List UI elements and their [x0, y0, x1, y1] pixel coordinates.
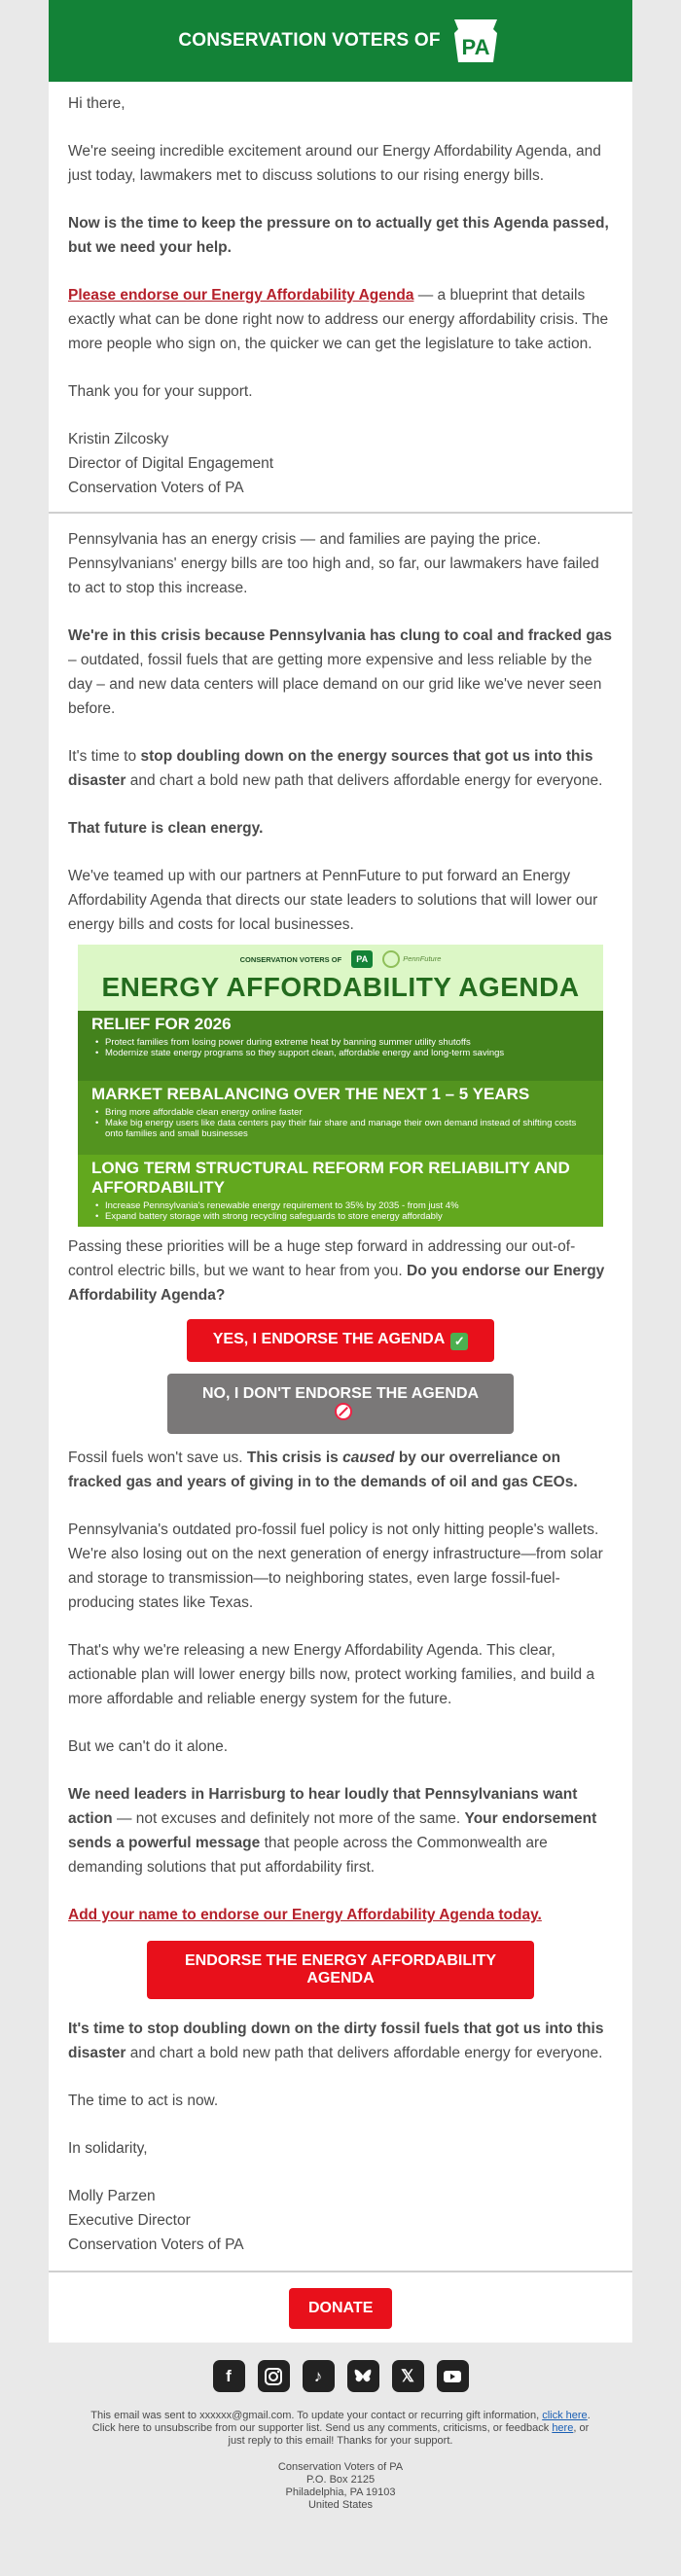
leaders-mid: — not excuses and definitely not more of the same.	[112, 1810, 465, 1827]
address-line: Philadelphia, PA 19103	[285, 2487, 396, 2498]
final-stop-paragraph	[68, 2017, 613, 2065]
footer-text-1: This email was sent to xxxxxx@gmail.com. To update your contact or recurring gift information,	[90, 2410, 543, 2421]
yes-endorse-button[interactable]	[187, 1319, 494, 1362]
intro-endorse-text: — a blueprint that details exactly what can be done right now to address our energy affordability crisis. The more people who sign on, the quicker we can get the legislature to take action.	[68, 287, 609, 352]
stop-text: and chart a bold new path that delivers affordable energy for everyone.	[125, 772, 603, 789]
signature-title: Director of Digital Engagement	[68, 455, 274, 472]
agenda-block-heading: RELIEF FOR 2026	[91, 1015, 232, 1033]
instagram-icon[interactable]	[258, 2360, 290, 2392]
signature-block-1	[68, 427, 613, 500]
brand-name: CONSERVATION VOTERS OF	[178, 30, 441, 51]
footer-notice	[49, 2410, 632, 2448]
thanks-line: Thank you for your support.	[68, 383, 253, 400]
agenda-item: • Protect families from losing power during extreme heat by banning summer utility shutoffs	[91, 1037, 593, 1048]
no-endorse-button[interactable]	[167, 1374, 514, 1434]
yes-endorse-label: YES, I ENDORSE THE AGENDA	[212, 1331, 446, 1347]
update-info-link[interactable]: click here	[542, 2410, 588, 2421]
ask-paragraph	[68, 1234, 613, 1307]
partner-paragraph: We've teamed up with our partners at PennFuture to put forward an Energy Affordability Agenda that directs our state leaders to solutions that will lower our energy bills and costs for local businesses.	[68, 868, 598, 933]
keystone-icon	[448, 18, 503, 64]
brand-logo[interactable]	[178, 18, 502, 64]
fossil-bold-a: This crisis is	[246, 1449, 343, 1466]
email-header	[49, 0, 632, 82]
fossil-paragraph	[68, 1446, 613, 1494]
no-endorse-label: NO, I DON'T ENDORSE THE AGENDA	[201, 1385, 480, 1402]
agenda-item: • Expand battery storage with strong recycling safeguards to store energy affordably	[91, 1211, 593, 1222]
fossil-bold-b: by our overreliance on fracked gas and years of giving in to the demands of oil and gas CEOs.	[68, 1449, 578, 1490]
stop-pre: It's time to	[68, 748, 141, 765]
endorse-button-row	[68, 1941, 613, 1999]
agenda-block-heading: LONG TERM STRUCTURAL REFORM FOR RELIABILITY AND AFFORDABILITY	[91, 1159, 570, 1197]
intro-urgent	[68, 211, 613, 260]
ask-question: Do you endorse our Energy Affordability Agenda?	[68, 1263, 605, 1304]
cause-bold: We're in this crisis because Pennsylvania has clung to coal and fracked gas	[68, 627, 613, 644]
agenda-block-heading: MARKET REBALANCING OVER THE NEXT 1 – 5 YEARS	[91, 1085, 530, 1103]
agenda-block-list	[91, 1200, 593, 1222]
donate-button[interactable]: DONATE	[289, 2288, 392, 2329]
pennfuture-icon	[382, 950, 400, 968]
agenda-logos	[78, 950, 603, 968]
agenda-block-list	[91, 1107, 593, 1139]
tiktok-icon[interactable]: ♪	[303, 2360, 335, 2392]
address-line: United States	[307, 2499, 374, 2511]
agenda-release-paragraph: That's why we're releasing a new Energy Affordability Agenda. This clear, actionable plan will lower energy bills now, protect working families, and build a more affordable and reliable energy system for the future.	[68, 1642, 595, 1707]
intro-paragraph: We're seeing incredible excitement around our Energy Affordability Agenda, and just today, lawmakers met to discuss solutions to our rising energy bills.	[68, 143, 601, 184]
agenda-item: • Increase Pennsylvania's renewable energy requirement to 35% by 2035 - from just 4%	[91, 1200, 593, 1211]
cause-paragraph	[68, 624, 613, 721]
agenda-logo-pennfuture	[382, 950, 441, 968]
add-name-link[interactable]: Add your name to endorse our Energy Affordability Agenda today.	[68, 1907, 542, 1923]
agenda-block-market	[78, 1081, 603, 1155]
add-name-paragraph	[68, 1903, 613, 1927]
endorse-agenda-button[interactable]: ENDORSE THE ENERGY AFFORDABILITY AGENDA	[147, 1941, 534, 1999]
email-footer	[49, 2343, 632, 2512]
address-line: P.O. Box 2125	[305, 2474, 376, 2486]
donate-row	[49, 2272, 632, 2343]
agenda-header	[78, 945, 603, 1011]
agenda-item: • Bring more affordable clean energy online faster	[91, 1107, 593, 1118]
yes-button-row	[68, 1319, 613, 1362]
footer-text-3: , or just reply to this email! Thanks for your support.	[228, 2422, 590, 2447]
intro-section	[49, 82, 632, 500]
signature-name: Molly Parzen	[68, 2188, 156, 2204]
signature-title: Executive Director	[68, 2212, 191, 2229]
signature-block-2	[68, 2184, 613, 2257]
agenda-block-list	[91, 1037, 593, 1058]
youtube-icon[interactable]	[437, 2360, 469, 2392]
leaders-bold-a: We need leaders in Harrisburg to hear loudly that Pennsylvanians want action	[68, 1786, 578, 1827]
email-container	[49, 0, 632, 2343]
ask-text: Passing these priorities will be a huge step forward in addressing our out-of-control electric bills, but we want to hear from you.	[68, 1238, 576, 1279]
closing-line: In solidarity,	[68, 2140, 148, 2157]
agenda-item: • Make big energy users like data centers pay their fair share and manage their own demand instead of shifting costs onto families and small businesses	[91, 1118, 593, 1139]
cant-alone-paragraph: But we can't do it alone.	[68, 1738, 229, 1755]
feedback-link[interactable]: here	[552, 2422, 574, 2434]
x-icon[interactable]: 𝕏	[392, 2360, 424, 2392]
agenda-item: • Modernize state energy programs so they support clean, affordable energy and long-term savings	[91, 1048, 593, 1058]
footer-text-2: . Click here to unsubscribe from our supporter list. Send us any comments, criticisms, or feedback	[91, 2410, 591, 2434]
keystone-badge-text: PA	[461, 35, 490, 59]
address-line: Conservation Voters of PA	[277, 2461, 404, 2473]
agenda-graphic[interactable]	[78, 945, 603, 1227]
pennfuture-text: PennFuture	[403, 953, 442, 963]
intro-urgent-text: Now is the time to keep the pressure on to actually get this Agenda passed, but we need your help.	[68, 215, 609, 256]
ask-section	[49, 1234, 632, 2257]
agenda-block-longterm	[78, 1155, 603, 1227]
leaders-text: that people across the Commonwealth are demanding solutions that put affordability first.	[68, 1835, 548, 1876]
bluesky-icon[interactable]	[347, 2360, 379, 2392]
no-button-row	[68, 1374, 613, 1434]
facebook-icon[interactable]: f	[213, 2360, 245, 2392]
endorse-agenda-link[interactable]: Please endorse our Energy Affordability Agenda	[68, 287, 414, 304]
agenda-logo-cvpa: CONSERVATION VOTERS OF	[239, 954, 342, 964]
policy-paragraph: Pennsylvania's outdated pro-fossil fuel policy is not only hitting people's wallets. We're also losing out on the next generation of energy infrastructure—from solar and storage to transmission—to neighboring states, even large fossil-fuel-producing states like Texas.	[68, 1521, 603, 1611]
check-icon: ✓	[450, 1333, 468, 1350]
agenda-block-relief	[78, 1011, 603, 1081]
clean-energy-text: That future is clean energy.	[68, 820, 264, 837]
prohibited-icon	[335, 1403, 352, 1420]
act-now-paragraph: The time to act is now.	[68, 2093, 219, 2109]
leaders-paragraph	[68, 1782, 613, 1879]
final-stop-text: and chart a bold new path that delivers affordable energy for everyone.	[125, 2045, 603, 2061]
greeting: Hi there,	[68, 95, 125, 112]
agenda-logo-pa: PA	[351, 950, 373, 968]
fossil-pre: Fossil fuels won't save us.	[68, 1449, 247, 1466]
stop-bold: stop doubling down on the energy sources that got us into this disaster	[68, 748, 593, 789]
clean-energy-heading	[68, 816, 613, 841]
signature-org: Conservation Voters of PA	[68, 480, 244, 496]
social-links	[49, 2343, 632, 2392]
stop-paragraph	[68, 744, 613, 793]
cause-text: – outdated, fossil fuels that are getting more expensive and less reliable by the day – and new data centers will place demand on our grid like we've never seen before.	[68, 652, 602, 717]
intro-endorse-paragraph	[68, 283, 613, 356]
final-stop-bold: It's time to stop doubling down on the dirty fossil fuels that got us into this disaster	[68, 2021, 604, 2061]
fossil-italic: caused	[342, 1449, 395, 1466]
footer-address	[49, 2461, 632, 2512]
leaders-bold-b: Your endorsement sends a powerful message	[68, 1810, 597, 1851]
body-section	[49, 514, 632, 937]
agenda-title: ENERGY AFFORDABILITY AGENDA	[101, 972, 580, 1002]
signature-name: Kristin Zilcosky	[68, 431, 169, 447]
crisis-paragraph: Pennsylvania has an energy crisis — and families are paying the price. Pennsylvanians' energy bills are too high and, so far, our lawmakers have failed to act to stop this increase.	[68, 531, 599, 596]
signature-org: Conservation Voters of PA	[68, 2236, 244, 2253]
